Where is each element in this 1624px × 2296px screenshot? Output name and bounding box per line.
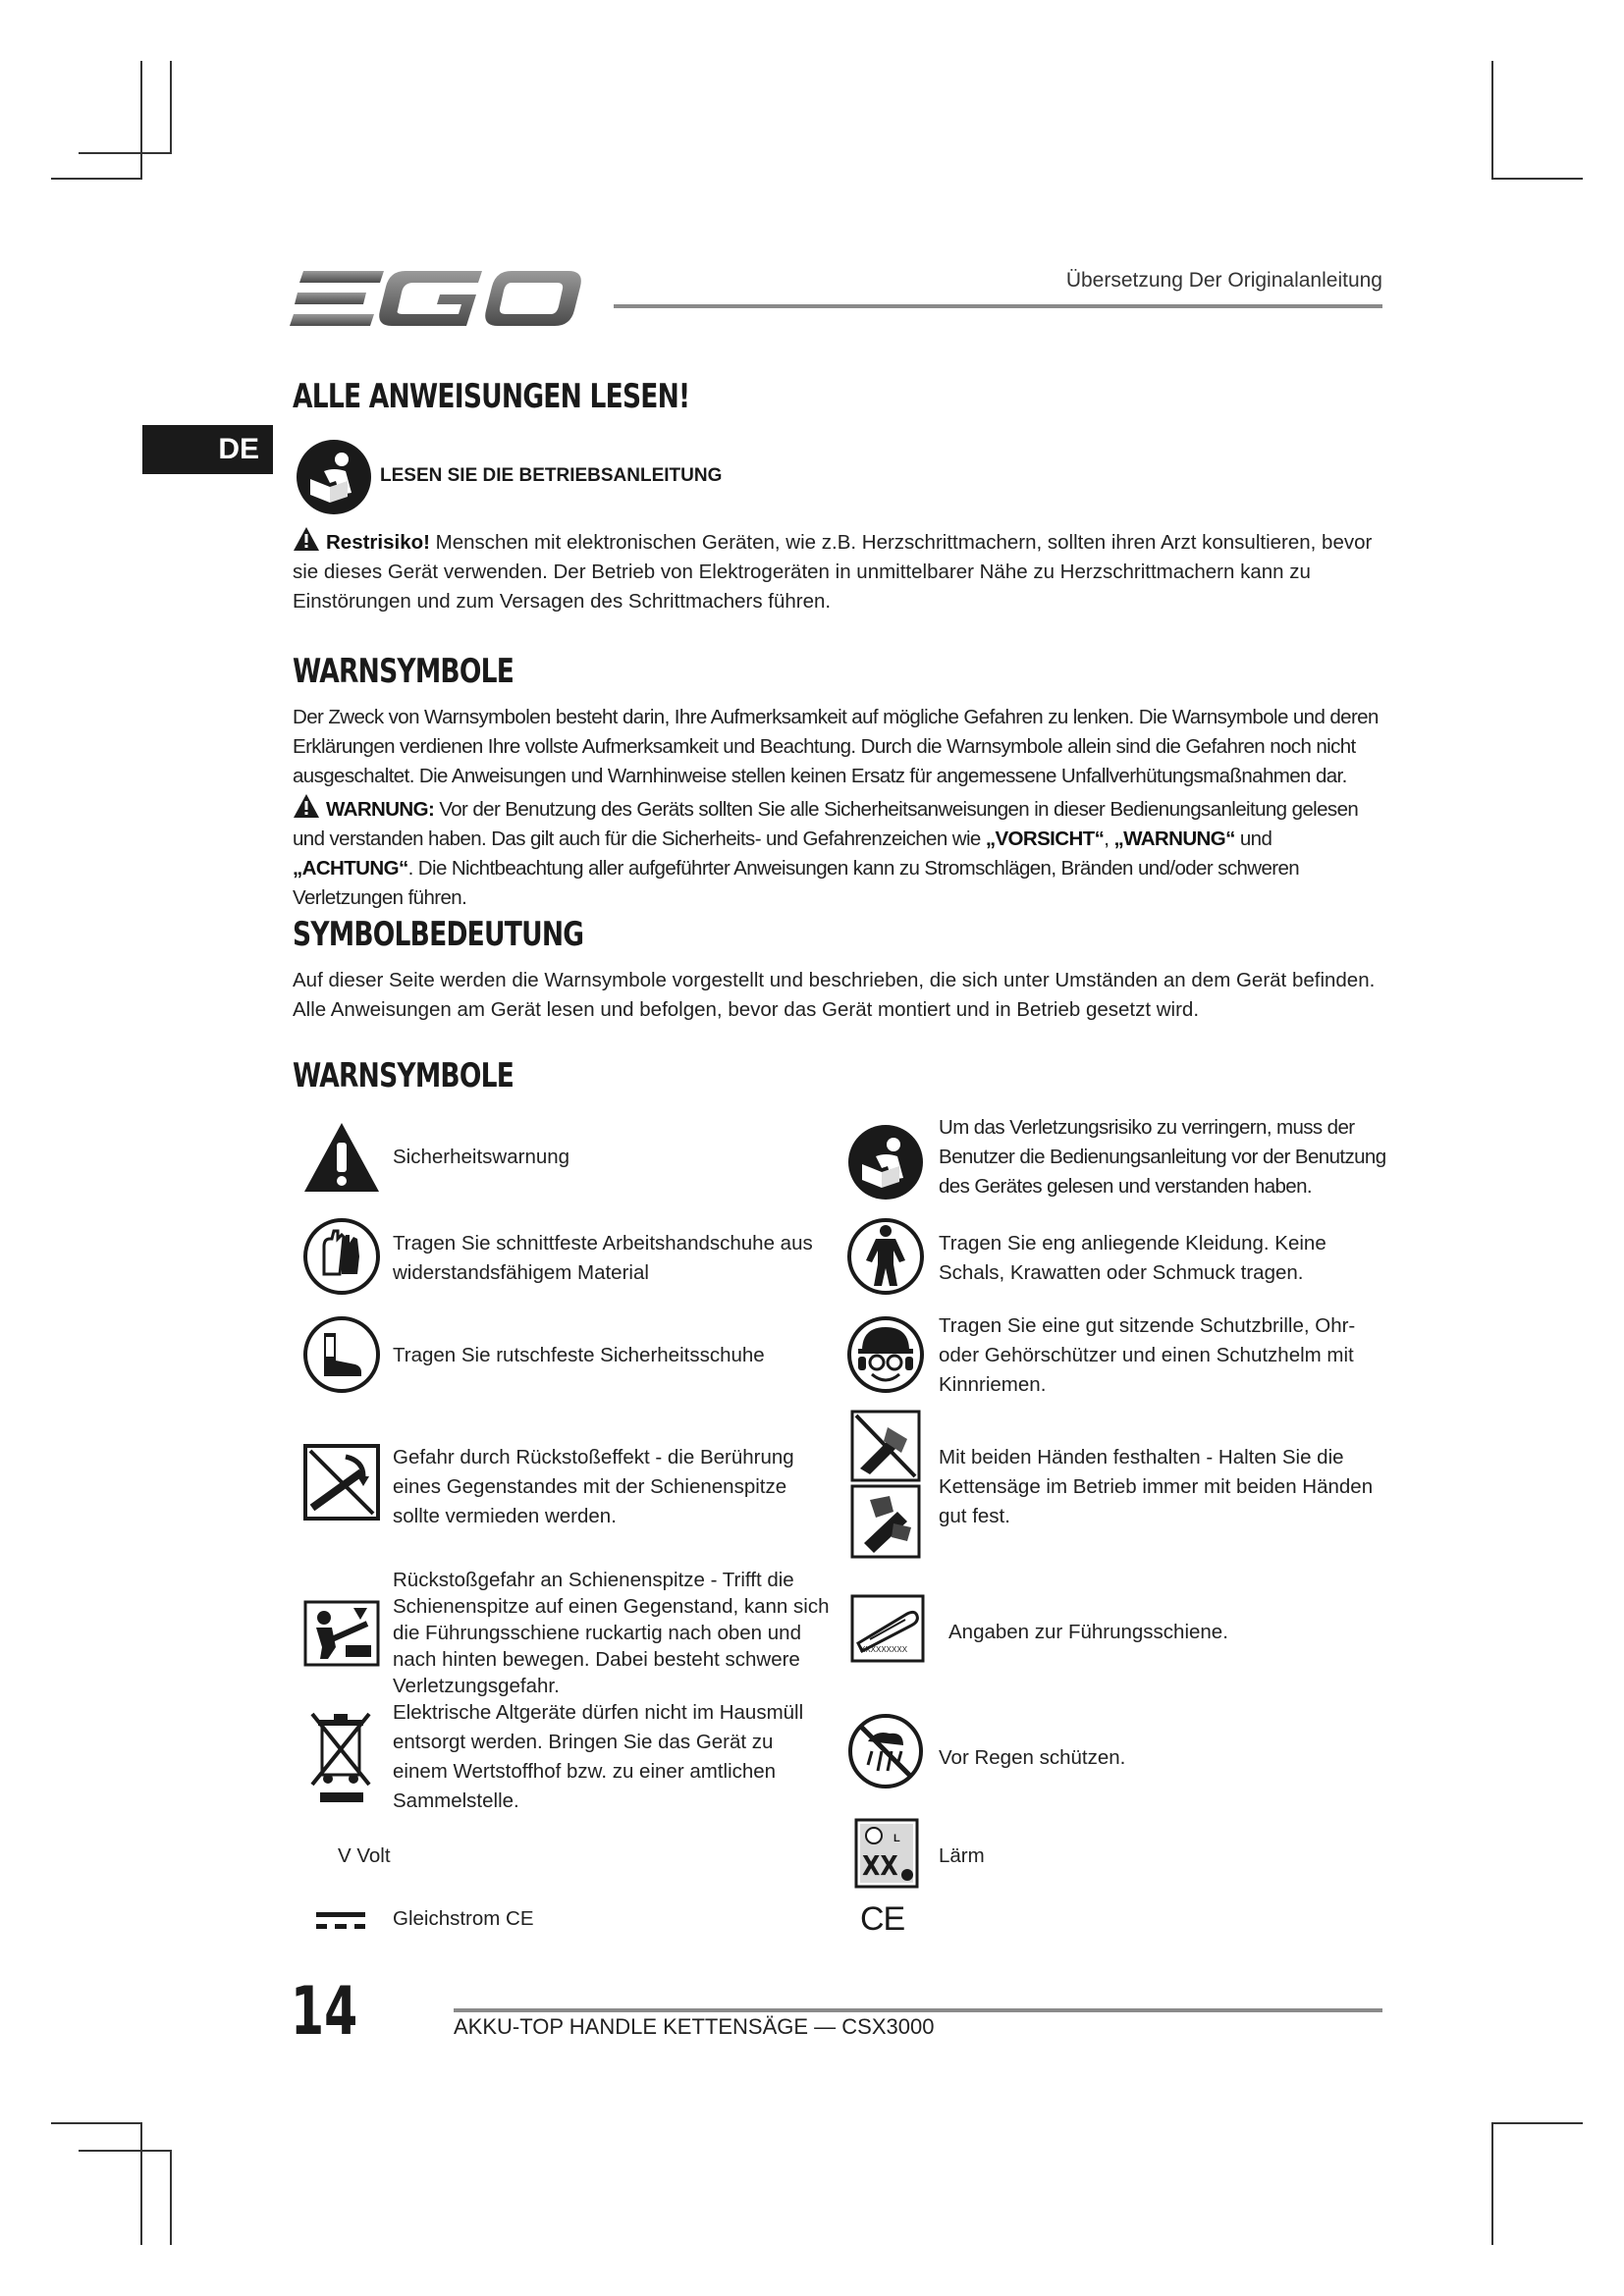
symbol-text: Vor Regen schützen. <box>939 1746 1126 1769</box>
symbol-text: Gefahr durch Rückstoßeffekt - die Berührung eines Gegenstandes mit der Schienenspitze sollte vermieden werden. <box>393 1446 794 1527</box>
crop-mark <box>1491 61 1493 179</box>
gloves-icon <box>302 1217 381 1296</box>
kickback-icon <box>302 1443 381 1522</box>
crop-mark <box>51 178 142 180</box>
warning-label: WARNUNG: <box>326 798 435 821</box>
two-hands-icon <box>850 1410 921 1559</box>
crop-mark <box>170 2150 172 2245</box>
crop-mark <box>170 61 172 154</box>
safety-alert-icon <box>302 1119 381 1198</box>
keyword-vorsicht: „VORSICHT“ <box>985 828 1105 850</box>
read-manual-icon <box>295 438 373 521</box>
noise-icon-label: XX <box>862 1849 898 1882</box>
heading-warning-symbols: WARNSYMBOLE <box>293 652 514 691</box>
crop-mark <box>1491 2122 1493 2245</box>
crop-mark <box>1491 2122 1583 2124</box>
heading-warning-symbols-2: WARNSYMBOLE <box>293 1056 514 1095</box>
symbol-text: Mit beiden Händen festhalten - Halten Sie die Kettensäge im Betrieb immer mit beiden Händen gut fest. <box>939 1446 1374 1527</box>
noise-icon <box>854 1818 919 1889</box>
read-manual-icon <box>846 1123 925 1201</box>
header-title: Übersetzung Der Originalanleitung <box>1065 269 1382 292</box>
warning-symbols-intro: Der Zweck von Warnsymbolen besteht darin, Ihre Aufmerksamkeit auf mögliche Gefahren zu lenken. Die Warnsymbole und deren Erklärungen verdienen Ihre vollste Aufmerksamkeit und Beachtung. Durch die Warnsymbole allein sind die Gefahren noch nicht ausgeschaltet. Die Anweisungen und Warnhinweise stellen keinen Ersatz für angemessene Unfallverhütungsmaßnahmen dar. <box>293 706 1379 787</box>
page-number: 14 <box>291 1973 358 2051</box>
symbol-meaning-text: Auf dieser Seite werden die Warnsymbole vorgestellt und beschrieben, die sich unter Umständen an dem Gerät befinden. Alle Anweisungen am Gerät lesen und befolgen, bevor das Gerät montiert und in Betrieb gesetzt wird. <box>293 969 1376 1021</box>
guide-bar-icon-label: XXXXXXXXX <box>860 1645 908 1654</box>
footer-title: AKKU-TOP HANDLE KETTENSÄGE — CSX3000 <box>454 2014 935 2039</box>
tip-kickback-icon <box>302 1594 381 1673</box>
symbol-text: Sicherheitswarnung <box>393 1146 570 1168</box>
symbol-text: Tragen Sie eine gut sitzende Schutzbrille, Ohr- oder Gehörschützer und einen Schutzhelm mit Kinnriemen. <box>939 1314 1356 1396</box>
keyword-warnung: „WARNUNG“ <box>1113 828 1235 850</box>
crop-mark <box>79 152 172 154</box>
symbol-text: Tragen Sie rutschfeste Sicherheitsschuhe <box>393 1344 765 1366</box>
svg-text:L: L <box>893 1833 900 1844</box>
direct-current-icon <box>316 1908 365 1934</box>
risk-label: Restrisiko! <box>326 531 430 554</box>
warning-triangle-icon <box>293 526 320 552</box>
warning-text-1: Vor der Benutzung des Geräts sollten Sie alle Sicherheitsanweisungen in dieser Bedienungsanleitung gelesen und verstanden haben. Das gilt auch für die Sicherheits- und Gefahrenzeichen wie <box>293 798 1359 850</box>
crop-mark <box>51 2122 142 2124</box>
separator: , <box>1104 828 1114 850</box>
warning-paragraph <box>293 793 1382 913</box>
ego-logo <box>290 265 584 339</box>
symbol-text: Um das Verletzungsrisiko zu verringern, muss der Benutzer die Bedienungsanleitung vor der Benutzung des Gerätes gelesen und verstanden haben. <box>939 1116 1386 1198</box>
boots-icon <box>302 1315 381 1394</box>
symbol-text: Tragen Sie schnittfeste Arbeitshandschuhe aus widerstandsfähigem Material <box>393 1232 813 1284</box>
warning-text-2: . Die Nichtbeachtung aller aufgeführter Anweisungen kann zu Stromschlägen, Bränden und/oder schweren Verletzungen führen. <box>293 857 1300 909</box>
weee-bin-icon <box>302 1708 381 1806</box>
warning-triangle-icon <box>293 793 320 819</box>
symbol-text: Gleichstrom CE <box>393 1907 534 1930</box>
crop-mark <box>140 2122 142 2245</box>
crop-mark <box>1491 178 1583 180</box>
eye-ear-head-protection-icon <box>846 1315 925 1394</box>
symbol-text: Rückstoßgefahr an Schienenspitze - Trifft die Schienenspitze auf einen Gegenstand, kann sich die Führungsschiene ruckartig nach oben und nach hinten bewegen. Dabei besteht schwere Verletzungsgefahr. <box>393 1569 830 1697</box>
language-tab: DE <box>142 425 273 474</box>
read-manual-label: LESEN SIE DIE BETRIEBSANLEITUNG <box>380 465 723 486</box>
risk-text: Menschen mit elektronischen Geräten, wie z.B. Herzschrittmachern, sollten ihren Arzt konsultieren, bevor sie dieses Gerät verwenden. Der Betrieb von Elektrogeräten in unmittelbarer Nähe zu Herzschrittmachern kann zu Einstörungen und zum Versagen des Schrittmachers führen. <box>293 531 1373 613</box>
residual-risk-paragraph <box>293 526 1382 616</box>
crop-mark <box>79 2150 172 2152</box>
symbol-text: Angaben zur Führungsschiene. <box>948 1621 1228 1643</box>
heading-read-all-instructions: ALLE ANWEISUNGEN LESEN! <box>293 377 690 416</box>
volt-icon: V Volt <box>338 1844 391 1867</box>
header-rule <box>614 304 1382 308</box>
heading-symbol-meaning: SYMBOLBEDEUTUNG <box>293 915 584 954</box>
no-rain-icon <box>846 1712 925 1790</box>
guide-bar-icon <box>850 1594 925 1663</box>
footer-rule <box>454 2008 1382 2012</box>
crop-mark <box>140 61 142 179</box>
keyword-achtung: „ACHTUNG“ <box>293 857 408 880</box>
symbol-text: Tragen Sie eng anliegende Kleidung. Keine Schals, Krawatten oder Schmuck tragen. <box>939 1232 1326 1284</box>
separator: und <box>1234 828 1272 850</box>
ce-mark-icon: CE <box>860 1900 905 1938</box>
symbol-text: Elektrische Altgeräte dürfen nicht im Hausmüll entsorgt werden. Bringen Sie das Gerät zu einem Wertstoffhof bzw. zu einer amtlichen Sammelstelle. <box>393 1701 804 1812</box>
tight-clothing-icon <box>846 1217 925 1296</box>
symbol-text: Lärm <box>939 1844 985 1867</box>
